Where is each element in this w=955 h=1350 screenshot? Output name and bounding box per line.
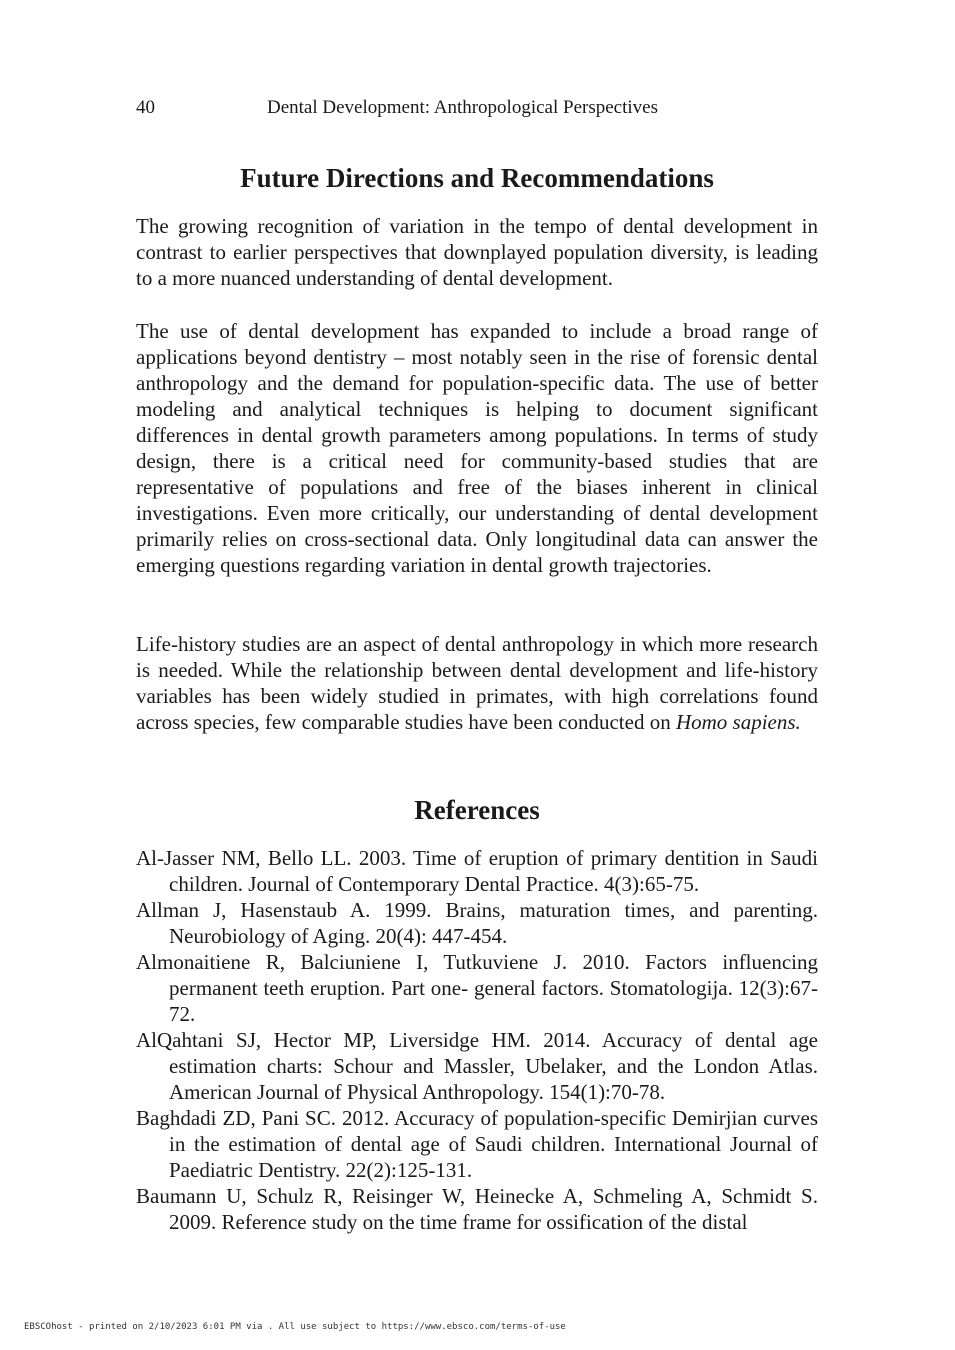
page-number: 40 <box>136 97 155 118</box>
paragraph-1: The growing recognition of variation in the tempo of dental development in contrast to earlier perspectives that downplayed population diversity, is leading to a more nuanced understanding of dental development. <box>136 214 818 290</box>
running-header <box>136 97 818 121</box>
print-footer: EBSCOhost - printed on 2/10/2023 6:01 PM via . All use subject to https://www.ebsco.com/terms-of-use <box>24 1322 566 1332</box>
reference-item: Baumann U, Schulz R, Reisinger W, Heinecke A, Schmeling A, Schmidt S. 2009. Reference study on the time frame for ossification of the distal <box>136 1184 818 1234</box>
reference-item: Al-Jasser NM, Bello LL. 2003. Time of eruption of primary dentition in Saudi children. Journal of Contemporary Dental Practice. 4(3):65-75. <box>136 846 818 896</box>
paragraph-3 <box>136 631 818 735</box>
book-title: Dental Development: Anthropological Perspectives <box>267 97 658 118</box>
section-heading: Future Directions and Recommendations <box>240 163 714 193</box>
paragraph-2: The use of dental development has expanded to include a broad range of applications beyond dentistry – most notably seen in the rise of forensic dental anthropology and the demand for population-specific data. The use of better modeling and analytical techniques is helping to document significant differences in dental growth parameters among populations. In terms of study design, there is a critical need for community-based studies that are representative of populations and free of the biases inherent in clinical investigations. Even more critically, our understanding of dental development primarily relies on cross-sectional data. Only longitudinal data can answer the emerging questions regarding variation in dental growth trajectories. <box>136 319 818 577</box>
paragraph-3-text: Life-history studies are an aspect of dental anthropology in which more research is needed. While the relationship between dental development and life-history variables has been widely studied in primates, with high correlations found across species, few comparable studies have been conducted on <box>136 632 818 734</box>
reference-item: Almonaitiene R, Balciuniene I, Tutkuviene J. 2010. Factors influencing permanent teeth eruption. Part one- general factors. Stomatologija. 12(3):67-72. <box>136 950 818 1026</box>
reference-item: Allman J, Hasenstaub A. 1999. Brains, maturation times, and parenting. Neurobiology of Aging. 20(4): 447-454. <box>136 898 818 948</box>
reference-list <box>136 845 818 1235</box>
reference-item: AlQahtani SJ, Hector MP, Liversidge HM. 2014. Accuracy of dental age estimation charts: Schour and Massler, Ubelaker, and the London Atlas. American Journal of Physical Anthropology. 154(1):70-78. <box>136 1028 818 1104</box>
reference-item: Baghdadi ZD, Pani SC. 2012. Accuracy of population-specific Demirjian curves in the estimation of dental age of Saudi children. International Journal of Paediatric Dentistry. 22(2):125-131. <box>136 1106 818 1182</box>
species-name: Homo sapiens. <box>675 710 801 734</box>
references-heading: References <box>414 795 540 825</box>
